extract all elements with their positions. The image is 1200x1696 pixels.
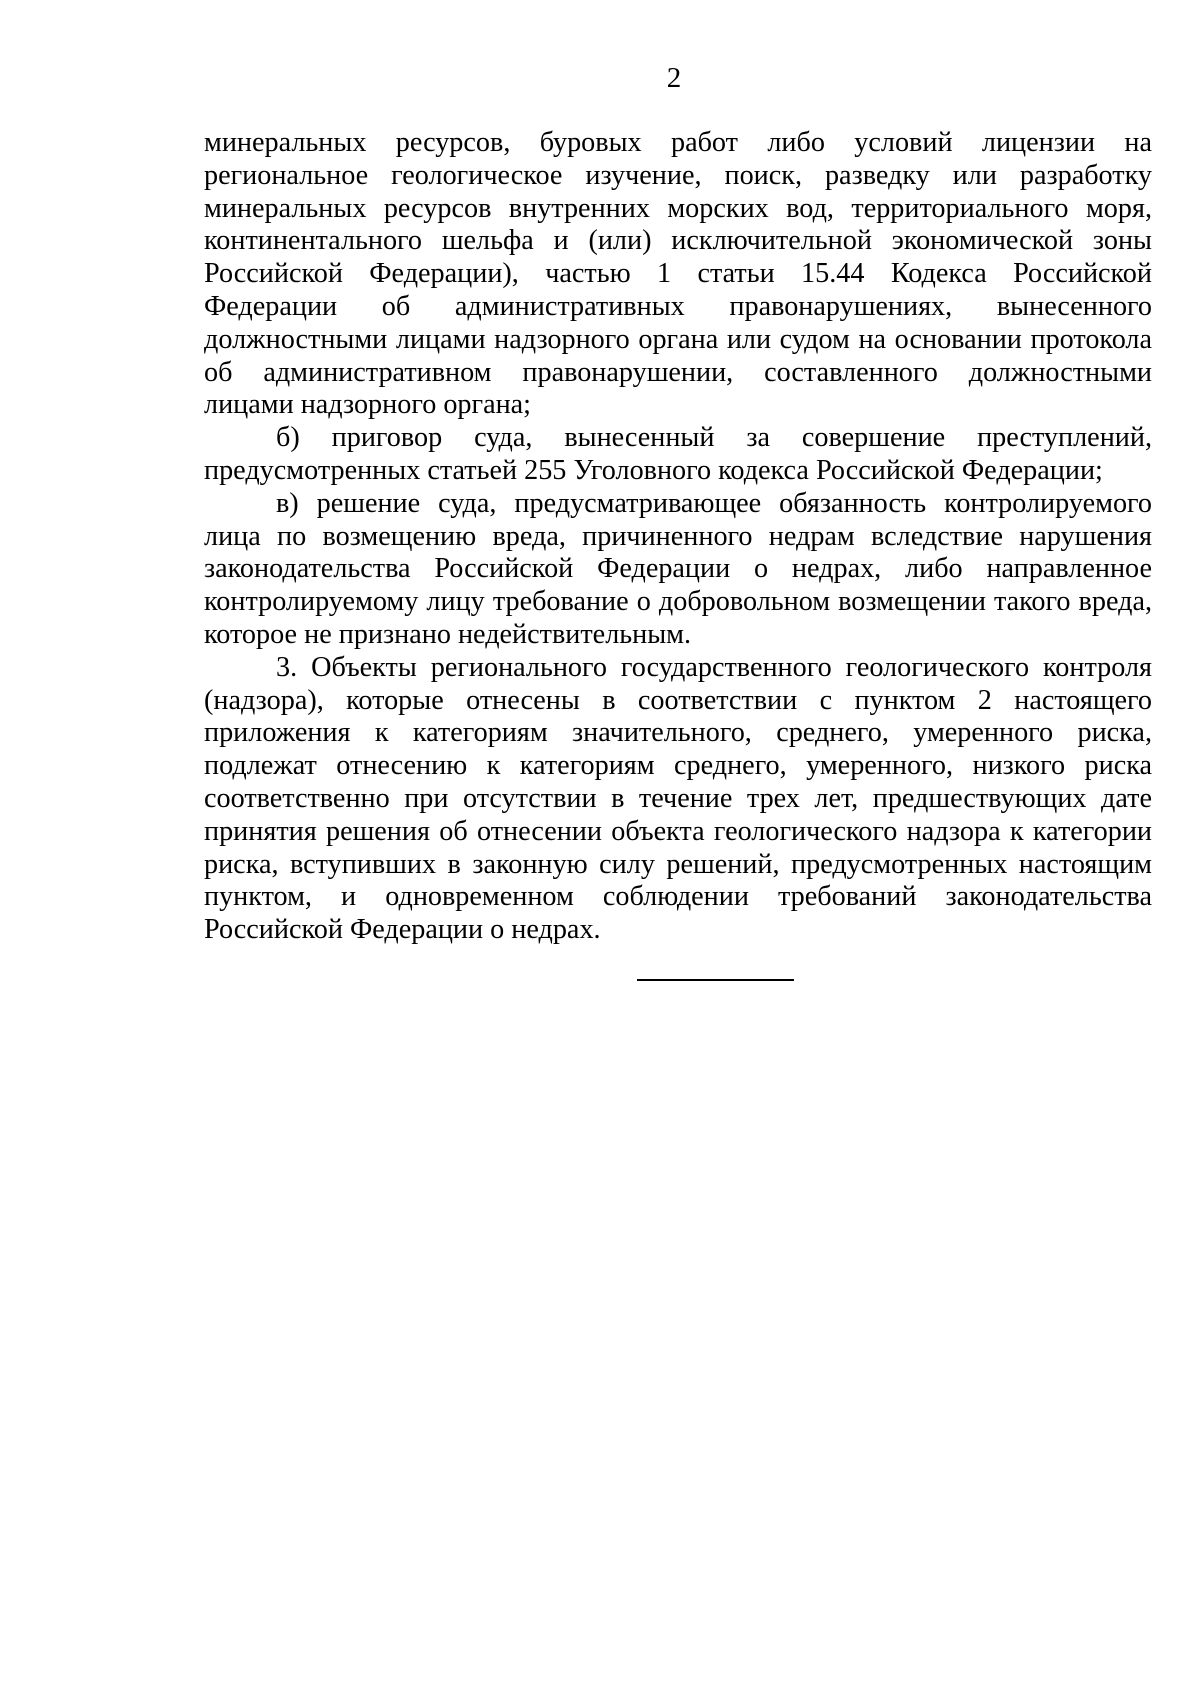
- paragraph-continuation: минеральных ресурсов, буровых работ либо условий лицензии на региональное геологическое изучение, поиск, разведку или разработку минеральных ресурсов внутренних морских вод, территориального моря, континентального шельфа и (или) исключительной экономической зоны Российской Федерации), частью 1 статьи 15.44 Кодекса Российской Федерации об административных правонарушениях, вынесенного должностными лицами надзорного органа или судом на основании протокола об административном правонарушении, составленного должностными лицами надзорного органа;: [204, 127, 1152, 421]
- paragraph-item-b: б) приговор суда, вынесенный за совершение преступлений, предусмотренных статьей 255 Уголовного кодекса Российской Федерации;: [204, 422, 1152, 486]
- document-body: [204, 127, 1152, 947]
- paragraph-clause-3: 3. Объекты регионального государственного геологического контроля (надзора), которые отнесены в соответствии с пунктом 2 настоящего приложения к категориям значительного, среднего, умеренного риска, подлежат отнесению к категориям среднего, умеренного, низкого риска соответственно при отсутствии в течение трех лет, предшествующих дате принятия решения об отнесении объекта геологического надзора к категории риска, вступивших в законную силу решений, предусмотренных настоящим пунктом, и одновременном соблюдении требований законодательства Российской Федерации о недрах.: [204, 651, 1152, 946]
- page-number: 2: [666, 62, 682, 94]
- end-of-document-rule: [637, 979, 794, 981]
- paragraph-item-v: в) решение суда, предусматривающее обязанность контролируемого лица по возмещению вреда, причиненного недрам вследствие нарушения законодательства Российской Федерации о недрах, либо направленное контролируемому лицу требование о добровольном возмещении такого вреда, которое не признано недействительным.: [204, 487, 1152, 650]
